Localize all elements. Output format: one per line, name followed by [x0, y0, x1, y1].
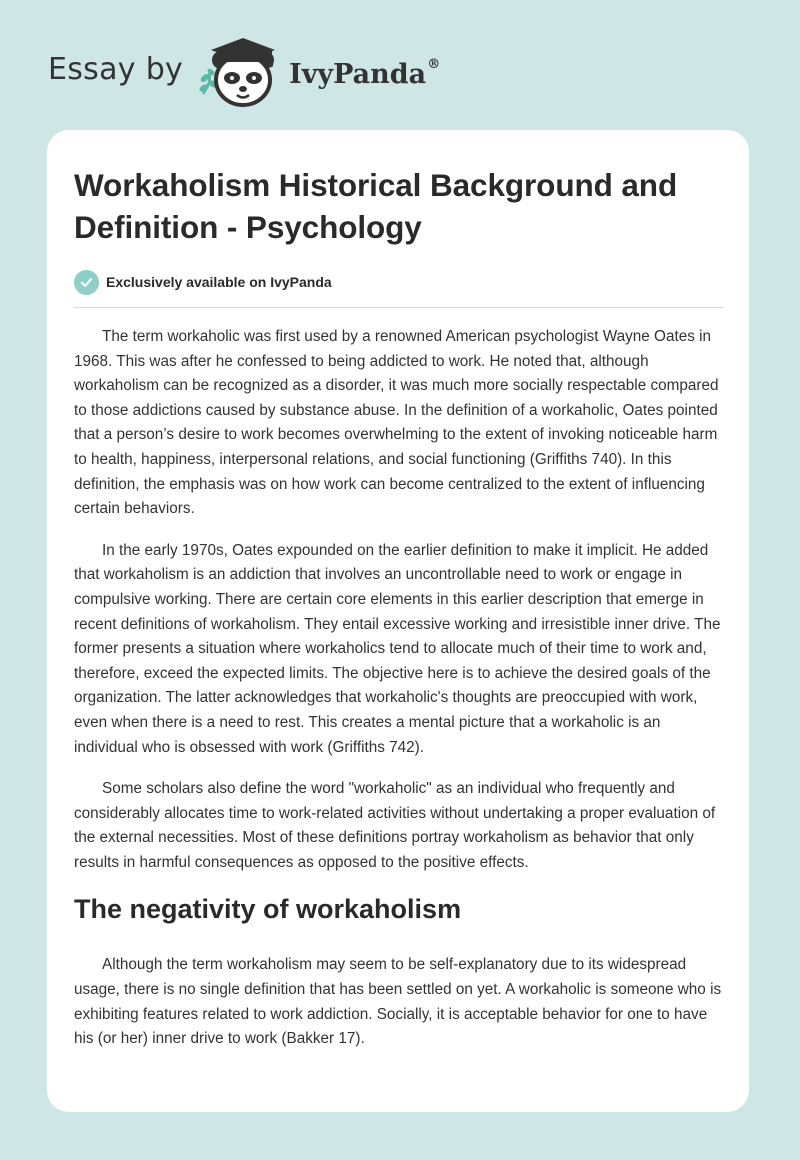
paragraph: In the early 1970s, Oates expounded on the earlier definition to make it implicit. He added that workaholism is an addiction that involves an uncontrollable need to work or engage in compulsive working. There are certain core elements in this earlier description that emerge in recent definitions of workaholism. They entail excessive working and irresistible inner drive. The former presents a situation where workaholics tend to allocate much of their time to work and, therefore, exceed the expected limits. The objective here is to achieve the desired goals of the organization. The latter acknowledges that workaholic's thoughts are preoccupied with work, even when there is a need to rest. This creates a mental picture that a workaholic is an individual who is obsessed with work (Griffiths 742).: [74, 541, 721, 756]
divider: [74, 307, 723, 308]
article-body: [74, 325, 722, 1052]
brand-name: [289, 56, 441, 90]
exclusive-badge: [74, 268, 722, 296]
brand-prefix: Essay by: [48, 51, 184, 87]
paragraph: Some scholars also define the word "workaholic" as an individual who frequently and considerably allocates time to work-related activities without undertaking a proper evaluation of the external necessities. Most of these definitions portray workaholism as behavior that only results in harmful consequences as opposed to the positive effects.: [74, 780, 716, 871]
paragraph: Although the term workaholism may seem to be self-explanatory due to its widespread usage, there is no single definition that has been settled on yet. A workaholic is someone who is exhibiting features related to work addiction. Socially, it is acceptable behavior for one to have his (or her) inner drive to work (Bakker 17).: [74, 956, 722, 1048]
page-title: Workaholism Historical Background and Definition - Psychology: [74, 167, 678, 245]
panda-logo-icon: [195, 34, 283, 110]
article-card: [47, 130, 749, 1112]
brand-header[interactable]: [48, 34, 440, 110]
brand-name-text: IvyPanda: [289, 58, 427, 90]
paragraph: The term workaholic was first used by a renowned American psychologist Wayne Oates in 1968. This was after he confessed to being addicted to work. He noted that, although workaholism can be recognized as a disorder, it was much more socially respectable compared to those addictions caused by substance abuse. In the definition of a workaholic, Oates pointed that a person’s desire to work becomes overwhelming to the extent of invoking noticeable harm to health, happiness, interpersonal relations, and social functioning (Griffiths 740). In this definition, the emphasis was on how work can become centralized to the extent of influencing certain behaviors.: [74, 328, 719, 518]
section-heading: The negativity of workaholism: [74, 894, 462, 925]
check-icon: [74, 270, 99, 295]
registered-mark: ®: [427, 56, 441, 72]
exclusive-badge-text: Exclusively available on IvyPanda: [106, 274, 332, 290]
